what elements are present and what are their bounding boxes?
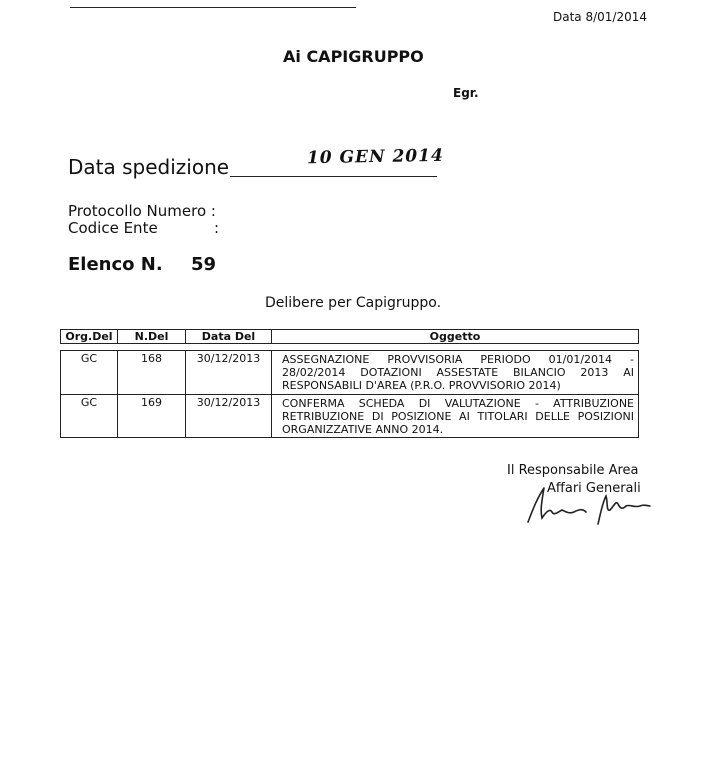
subtitle: Delibere per Capigruppo. [265,295,442,311]
spedizione-label: Data spedizione [68,155,230,179]
cell-org: GC [61,395,118,438]
signatory-office: Affari Generali [547,481,641,496]
column-header-oggetto: Oggetto [272,330,639,344]
page-title: Ai CAPIGRUPPO [283,47,424,66]
codice-ente-colon: : [214,219,220,237]
salutation: Egr. [453,86,479,100]
spedizione-date-stamp: 10 GEN 2014 [306,145,444,169]
spedizione-underline [230,176,437,177]
table-header [60,329,639,344]
codice-ente-label: Codice Ente [68,219,158,237]
protocollo-label: Protocollo Numero : [68,202,216,220]
table-row [61,351,639,395]
table-header-row [61,330,639,344]
column-header-date: Data Del [186,330,272,344]
table-row [61,395,639,438]
elenco-number: 59 [191,254,217,275]
cell-org: GC [61,351,118,395]
cell-date: 30/12/2013 [186,351,272,395]
document-date: Data 8/01/2014 [553,10,647,24]
cell-ndel: 169 [118,395,186,438]
cell-ndel: 168 [118,351,186,395]
handwritten-signature [522,482,652,526]
top-rule [70,7,356,8]
signatory-title: Il Responsabile Area [507,463,639,478]
elenco-label: Elenco N. [68,254,163,275]
column-header-org: Org.Del [61,330,118,344]
cell-date: 30/12/2013 [186,395,272,438]
cell-oggetto: ASSEGNAZIONE PROVVISORIA PERIODO 01/01/2014 - 28/02/2014 DOTAZIONI ASSESTATE BILANCIO 2013 AI RESPONSABILI D'AREA (P.R.O. PROVVISORIO 2014) [272,351,639,395]
cell-oggetto: CONFERMA SCHEDA DI VALUTAZIONE - ATTRIBUZIONE RETRIBUZIONE DI POSIZIONE AI TITOLARI DELLE POSIZIONI ORGANIZZATIVE ANNO 2014. [272,395,639,438]
column-header-ndel: N.Del [118,330,186,344]
delibere-table [60,350,639,438]
